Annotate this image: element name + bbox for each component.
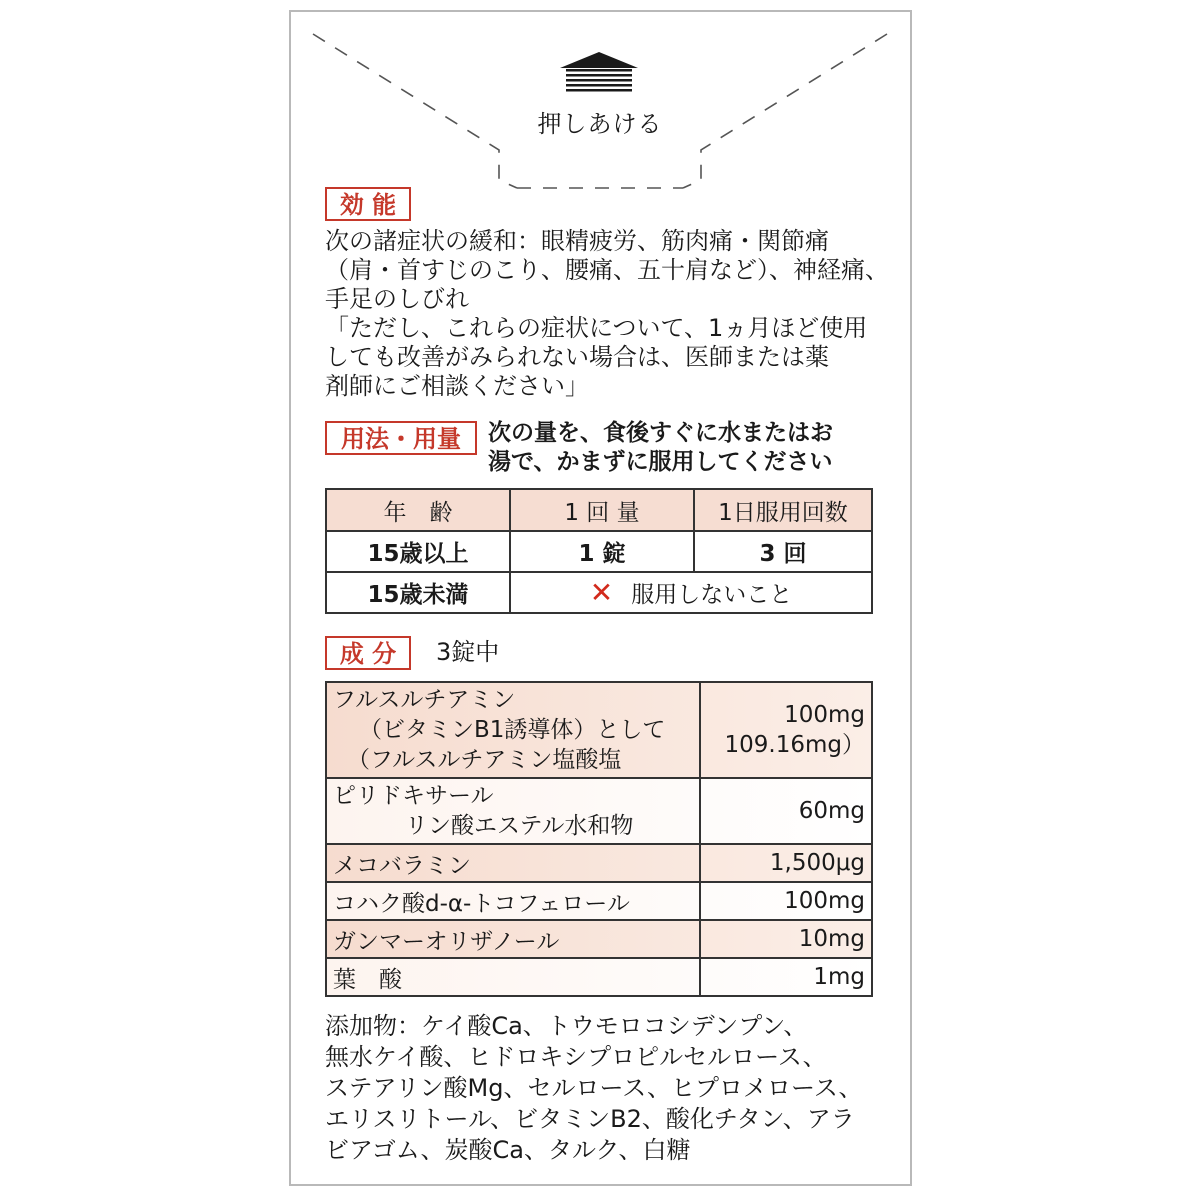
not-allowed-cell (510, 572, 872, 613)
not-allowed-note: 服用しないこと (631, 582, 793, 608)
ingredient-amount-line: 100mg (784, 702, 865, 728)
efficacy-line: しても改善がみられない場合は、医師または薬 (325, 343, 829, 371)
push-open-label: 押しあける (537, 110, 663, 138)
ingredient-name: メコバラミン (326, 844, 700, 882)
table-row (326, 531, 872, 572)
ingredient-name: 葉 酸 (326, 958, 700, 996)
efficacy-line: 次の諸症状の緩和：眼精疲労、筋肉痛・関節痛 (325, 227, 829, 255)
ingredient-amount: 60mg (700, 778, 872, 844)
efficacy-line: 手足のしびれ (325, 285, 469, 313)
efficacy-line: 剤師にご相談ください」 (325, 372, 589, 400)
usage-instruction (488, 419, 833, 477)
ingredient-amount (700, 682, 872, 778)
ingredient-amount: 1,500μg (700, 844, 872, 882)
efficacy-text (325, 227, 889, 401)
usage-instruction-line: 湯で、かまずに服用してください (488, 449, 833, 475)
ingredient-name-line: （フルスルチアミン塩酸塩 (347, 747, 622, 773)
efficacy-line: 「ただし、これらの症状について、1ヵ月ほど使用 (325, 314, 868, 342)
additives-line: 無水ケイ酸、ヒドロキシプロピルセルロース、 (325, 1043, 827, 1071)
cross-icon: ✕ (589, 576, 614, 609)
ingredients-table (325, 681, 873, 997)
ingredient-name-line: ピリドキサール (333, 783, 494, 809)
ingredients-per: 3錠中 (436, 638, 500, 666)
additives-line: ステアリン酸Mg、セルロース、ヒプロメロース、 (325, 1074, 863, 1102)
ingredient-name (326, 778, 700, 844)
ingredient-amount: 10mg (700, 920, 872, 958)
usage-instruction-line: 次の量を、食後すぐに水またはお (488, 420, 833, 446)
push-arrow-icon (560, 52, 638, 92)
age-cell: 15歳以上 (326, 531, 510, 572)
ingredient-name: コハク酸d-α-トコフェロール (326, 882, 700, 920)
table-row (326, 844, 872, 882)
usage-tag: 用法・用量 (325, 421, 477, 455)
dose-cell: 1 錠 (510, 531, 694, 572)
efficacy-tag: 効 能 (325, 187, 411, 221)
table-row (326, 920, 872, 958)
additives-line: ビアゴム、炭酸Ca、タルク、白糖 (325, 1136, 691, 1164)
ingredient-name (326, 682, 700, 778)
efficacy-line: （肩・首すじのこり、腰痛、五十肩など）、神経痛、 (325, 256, 889, 284)
ingredients-tag: 成 分 (325, 636, 411, 670)
additives-text (325, 1011, 863, 1166)
ingredient-amount: 1mg (700, 958, 872, 996)
table-row (326, 682, 872, 778)
times-cell: 3 回 (694, 531, 872, 572)
ingredient-name-line: （ビタミンB1誘導体）として (359, 717, 666, 743)
table-row (326, 572, 872, 613)
additives-line: エリスリトール、ビタミンB2、酸化チタン、アラ (325, 1105, 855, 1133)
dose-header: 1 回 量 (510, 489, 694, 531)
ingredient-name-line: フルスルチアミン (333, 687, 516, 713)
ingredient-name: ガンマーオリザノール (326, 920, 700, 958)
additives-line: 添加物：ケイ酸Ca、トウモロコシデンプン、 (325, 1012, 808, 1040)
ingredient-amount-line: 109.16mg） (724, 732, 865, 758)
table-row (326, 958, 872, 996)
table-row (326, 882, 872, 920)
ingredient-amount: 100mg (700, 882, 872, 920)
times-header: 1日服用回数 (694, 489, 872, 531)
ingredient-name-line: リン酸エステル水和物 (405, 813, 634, 839)
age-cell: 15歳未満 (326, 572, 510, 613)
age-header: 年 齢 (326, 489, 510, 531)
table-row (326, 778, 872, 844)
dosage-header-row (326, 489, 872, 531)
dosage-table (325, 488, 873, 614)
